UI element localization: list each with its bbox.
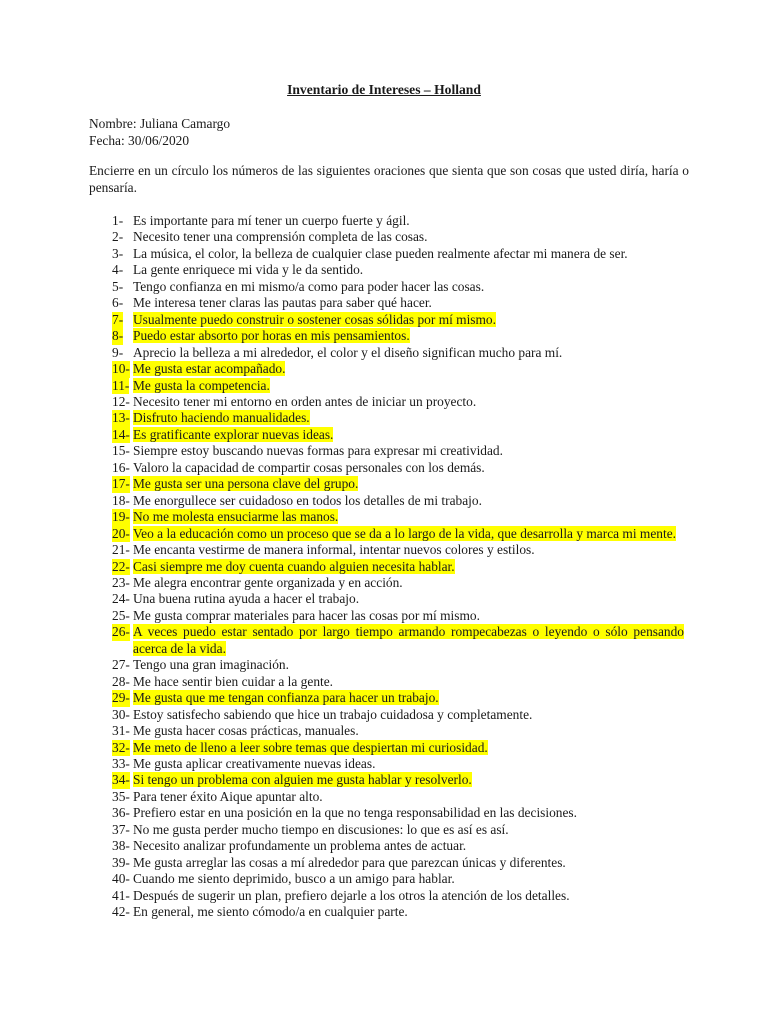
statement-text-content: Me alegra encontrar gente organizada y en acción. [133, 574, 403, 590]
statement-text-content: Casi siempre me doy cuenta cuando alguien necesita hablar. [133, 558, 455, 574]
statement-item [112, 624, 684, 657]
statement-text [133, 805, 684, 821]
statement-item [112, 805, 684, 821]
statement-text [133, 838, 684, 854]
statement-item [112, 509, 684, 525]
statement-text [133, 246, 684, 262]
statement-text [133, 378, 684, 394]
statement-text [133, 394, 684, 410]
statement-text [133, 904, 684, 920]
statement-text [133, 608, 684, 624]
statement-item [112, 904, 684, 920]
statement-number: 30- [112, 706, 130, 722]
statement-number: 12- [112, 393, 130, 409]
statement-number: 2- [112, 229, 124, 245]
statement-number: 40- [112, 871, 130, 887]
statement-text [133, 559, 684, 575]
statement-item [112, 312, 684, 328]
statement-number: 34- [112, 772, 130, 788]
statement-item [112, 328, 684, 344]
statement-text-content: Me meto de lleno a leer sobre temas que despiertan mi curiosidad. [133, 739, 488, 755]
statement-item [112, 476, 684, 492]
statement-text-content: Una buena rutina ayuda a hacer el trabajo. [133, 591, 360, 607]
statement-text [133, 723, 684, 739]
statement-text-content: A veces puedo estar sentado por largo tiempo armando rompecabezas o leyendo o sólo pensando acerca de la vida. [133, 624, 684, 656]
statement-text [133, 213, 684, 229]
statement-item [112, 707, 684, 723]
statement-text-content: Me gusta ser una persona clave del grupo. [133, 476, 359, 492]
statement-number: 5- [112, 278, 124, 294]
statement-text-content: Me gusta hacer cosas prácticas, manuales. [133, 723, 359, 739]
statement-number: 31- [112, 723, 130, 739]
statement-text [133, 509, 684, 525]
statement-number: 11- [112, 377, 130, 393]
statement-number: 17- [112, 476, 130, 492]
statement-text [133, 740, 684, 756]
statement-item [112, 229, 684, 245]
statement-text-content: Siempre estoy buscando nuevas formas para expresar mi creatividad. [133, 443, 503, 459]
statement-text [133, 690, 684, 706]
statement-item [112, 871, 684, 887]
statement-item [112, 723, 684, 739]
statement-item [112, 888, 684, 904]
statement-number: 21- [112, 542, 130, 558]
statement-number: 3- [112, 245, 124, 261]
statement-item [112, 559, 684, 575]
statement-number: 14- [112, 426, 130, 442]
statement-text-content: En general, me siento cómodo/a en cualquier parte. [133, 904, 408, 920]
statement-text [133, 361, 684, 377]
statement-item [112, 542, 684, 558]
statement-text-content: Me enorgullece ser cuidadoso en todos los detalles de mi trabajo. [133, 492, 482, 508]
statement-item [112, 246, 684, 262]
statement-item [112, 394, 684, 410]
statement-item [112, 674, 684, 690]
statement-item [112, 295, 684, 311]
statement-number: 10- [112, 361, 130, 377]
statement-number: 9- [112, 344, 124, 360]
statement-text [133, 624, 684, 657]
statement-item [112, 526, 684, 542]
statement-number: 29- [112, 690, 130, 706]
statement-text-content: Para tener éxito Aique apuntar alto. [133, 788, 323, 804]
statement-text-content: Aprecio la belleza a mi alrededor, el color y el diseño significan mucho para mí. [133, 344, 563, 360]
statement-text [133, 756, 684, 772]
statement-text-content: Necesito tener mi entorno en orden antes de iniciar un proyecto. [133, 393, 477, 409]
statement-text [133, 262, 684, 278]
statement-text [133, 493, 684, 509]
statement-item [112, 690, 684, 706]
statement-text [133, 591, 684, 607]
statement-text [133, 822, 684, 838]
statement-item [112, 443, 684, 459]
statement-text [133, 295, 684, 311]
statement-item [112, 493, 684, 509]
respondent-name: Nombre: Juliana Camargo [89, 116, 231, 131]
statement-number: 24- [112, 591, 130, 607]
statement-item [112, 756, 684, 772]
statement-item [112, 460, 684, 476]
statement-text-content: Necesito tener una comprensión completa de las cosas. [133, 229, 428, 245]
statement-item [112, 279, 684, 295]
statement-number: 32- [112, 739, 130, 755]
statement-text [133, 476, 684, 492]
statement-item [112, 575, 684, 591]
statement-number: 35- [112, 788, 130, 804]
statement-number: 8- [112, 328, 124, 344]
statement-item [112, 410, 684, 426]
statement-number: 18- [112, 492, 130, 508]
statement-item [112, 591, 684, 607]
statement-number: 28- [112, 673, 130, 689]
statement-text-content: La gente enriquece mi vida y le da sentido. [133, 262, 364, 278]
statement-text [133, 789, 684, 805]
statement-item [112, 345, 684, 361]
statement-text [133, 443, 684, 459]
statement-item [112, 378, 684, 394]
statement-text-content: Es gratificante explorar nuevas ideas. [133, 426, 334, 442]
statement-number: 20- [112, 525, 130, 541]
statement-list [112, 213, 684, 920]
statement-text-content: La música, el color, la belleza de cualquier clase pueden realmente afectar mi manera de ser. [133, 245, 628, 261]
statement-text [133, 707, 684, 723]
statement-number: 13- [112, 410, 130, 426]
statement-text-content: Me gusta estar acompañado. [133, 361, 286, 377]
statement-number: 23- [112, 574, 130, 590]
statement-number: 19- [112, 509, 130, 525]
statement-item [112, 361, 684, 377]
respondent-info [89, 116, 230, 149]
statement-text-content: Prefiero estar en una posición en la que no tenga responsabilidad en las decisiones. [133, 805, 577, 821]
statement-text-content: Me gusta que me tengan confianza para hacer un trabajo. [133, 690, 439, 706]
statement-text [133, 526, 684, 542]
statement-item [112, 657, 684, 673]
statement-text-content: No me molesta ensuciarme las manos. [133, 509, 339, 525]
statement-item [112, 772, 684, 788]
statement-number: 16- [112, 459, 130, 475]
statement-text [133, 575, 684, 591]
statement-item [112, 838, 684, 854]
statement-text-content: Me gusta comprar materiales para hacer las cosas por mí mismo. [133, 607, 480, 623]
statement-item [112, 213, 684, 229]
statement-text [133, 328, 684, 344]
statement-number: 27- [112, 657, 130, 673]
statement-text [133, 657, 684, 673]
statement-text-content: Cuando me siento deprimido, busco a un amigo para hablar. [133, 871, 455, 887]
statement-text [133, 542, 684, 558]
survey-date: Fecha: 30/06/2020 [89, 132, 190, 148]
statement-text-content: Necesito analizar profundamente un problema antes de actuar. [133, 838, 467, 854]
statement-number: 26- [112, 624, 130, 640]
statement-text-content: Estoy satisfecho sabiendo que hice un trabajo cuidadosa y completamente. [133, 706, 533, 722]
statement-number: 7- [112, 311, 124, 327]
statement-text [133, 312, 684, 328]
statement-text [133, 345, 684, 361]
statement-number: 22- [112, 558, 130, 574]
statement-number: 1- [112, 213, 124, 228]
statement-item [112, 262, 684, 278]
statement-text [133, 674, 684, 690]
statement-number: 42- [112, 904, 130, 920]
statement-item [112, 855, 684, 871]
statement-text-content: Disfruto haciendo manualidades. [133, 410, 310, 426]
statement-text-content: No me gusta perder mucho tiempo en discusiones: lo que es así es así. [133, 821, 509, 837]
statement-text-content: Puedo estar absorto por horas en mis pensamientos. [133, 328, 410, 344]
statement-text [133, 279, 684, 295]
statement-text-content: Me gusta aplicar creativamente nuevas ideas. [133, 755, 376, 771]
statement-text [133, 460, 684, 476]
statement-text-content: Es importante para mí tener un cuerpo fuerte y ágil. [133, 213, 410, 228]
statement-text-content: Me hace sentir bien cuidar a la gente. [133, 673, 334, 689]
statement-text-content: Me gusta arreglar las cosas a mí alrededor para que parezcan únicas y diferentes. [133, 854, 566, 870]
statement-text [133, 427, 684, 443]
statement-text-content: Si tengo un problema con alguien me gusta hablar y resolverlo. [133, 772, 472, 788]
statement-number: 6- [112, 295, 124, 311]
statement-text [133, 871, 684, 887]
statement-number: 4- [112, 262, 124, 278]
statement-text-content: Tengo una gran imaginación. [133, 657, 289, 673]
statement-number: 41- [112, 887, 130, 903]
instructions-paragraph: Encierre en un círculo los números de las siguientes oraciones que sienta que son cosas que usted diría, haría o pensaría. [89, 163, 689, 195]
statement-text-content: Me interesa tener claras las pautas para saber qué hacer. [133, 295, 432, 311]
document-title: Inventario de Intereses – Holland [287, 82, 481, 97]
statement-number: 25- [112, 607, 130, 623]
statement-item [112, 740, 684, 756]
statement-text-content: Me gusta la competencia. [133, 377, 270, 393]
statement-item [112, 789, 684, 805]
statement-text [133, 229, 684, 245]
statement-number: 33- [112, 755, 130, 771]
statement-text-content: Me encanta vestirme de manera informal, intentar nuevos colores y estilos. [133, 542, 535, 558]
statement-item [112, 608, 684, 624]
statement-number: 39- [112, 854, 130, 870]
statement-text [133, 855, 684, 871]
statement-text-content: Después de sugerir un plan, prefiero dejarle a los otros la atención de los detalles. [133, 887, 570, 903]
statement-text-content: Tengo confianza en mi mismo/a como para poder hacer las cosas. [133, 278, 485, 294]
statement-item [112, 427, 684, 443]
statement-number: 36- [112, 805, 130, 821]
statement-number: 15- [112, 443, 130, 459]
statement-text-content: Valoro la capacidad de compartir cosas personales con los demás. [133, 459, 485, 475]
statement-text-content: Usualmente puedo construir o sostener cosas sólidas por mí mismo. [133, 311, 496, 327]
statement-text [133, 410, 684, 426]
statement-text [133, 772, 684, 788]
statement-number: 38- [112, 838, 130, 854]
statement-text-content: Veo a la educación como un proceso que se da a lo largo de la vida, que desarrolla y marca mi mente. [133, 525, 676, 541]
statement-number: 37- [112, 821, 130, 837]
statement-text [133, 888, 684, 904]
statement-item [112, 822, 684, 838]
